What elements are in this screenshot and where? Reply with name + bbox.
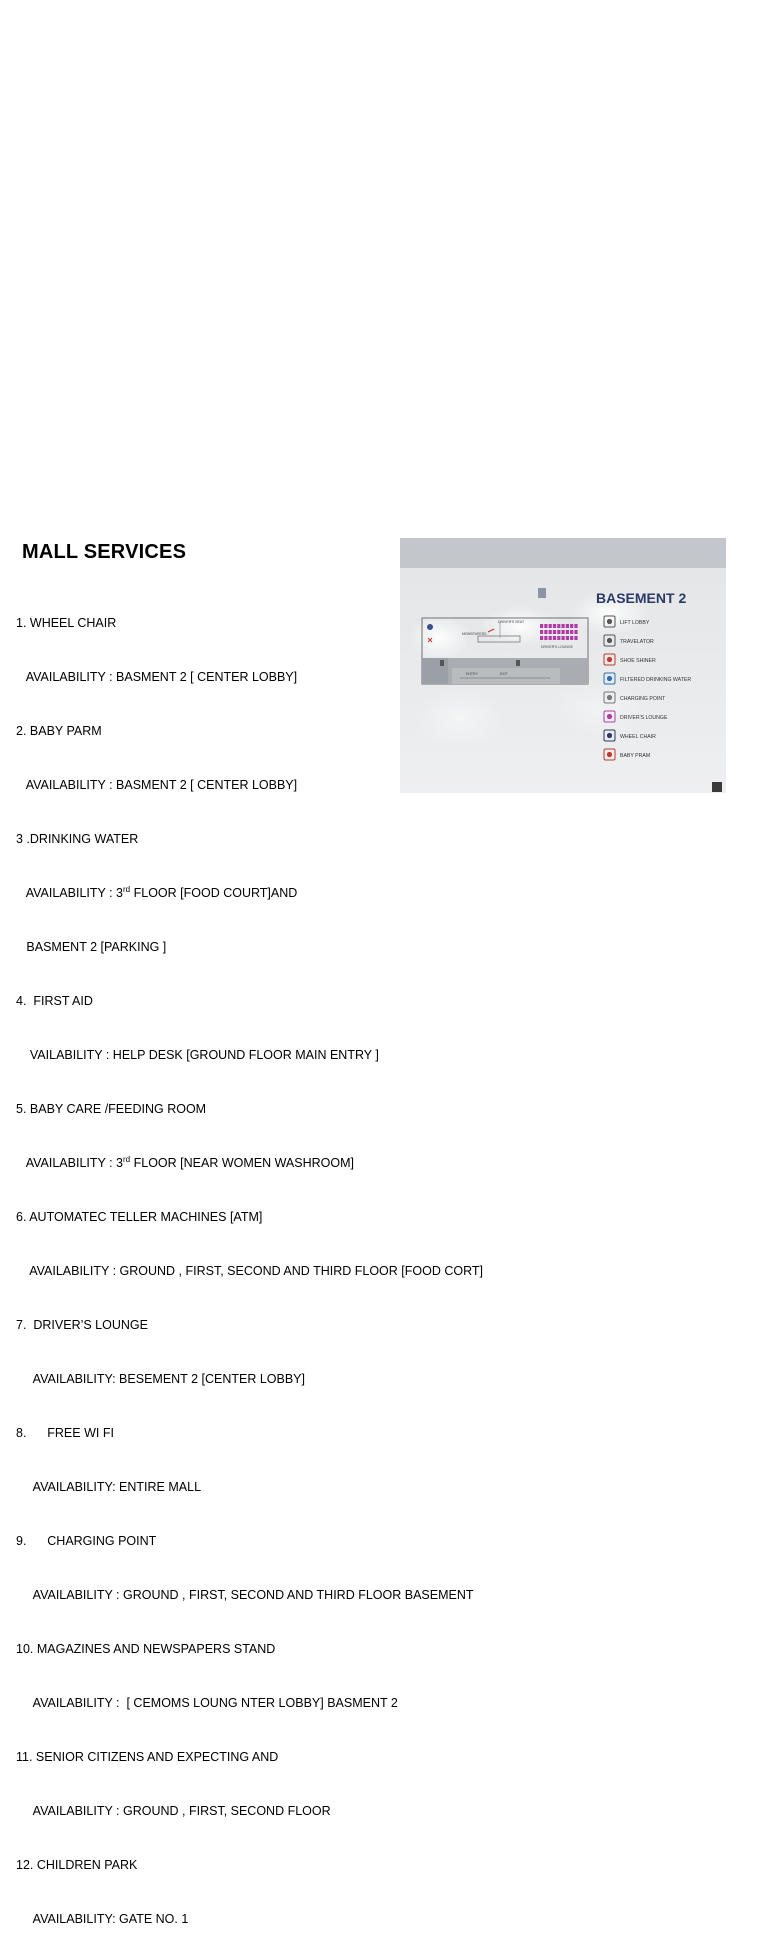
service-7-heading: 7. DRIVER’S LOUNGE (16, 1318, 148, 1332)
lounge-seat (570, 624, 573, 628)
service-8-heading: 8. FREE WI FI (16, 1426, 114, 1440)
service-12-availability: AVAILABILITY: GATE NO. 1 (16, 1912, 189, 1926)
lounge-seat (557, 624, 560, 628)
service-2-availability: AVAILABILITY : BASMENT 2 [ CENTER LOBBY] (16, 778, 298, 792)
legend-label: CHARGING POINT (620, 696, 666, 702)
service-5-availability: AVAILABILITY : 3rd FLOOR [NEAR WOMEN WASHROOM] (16, 1154, 354, 1170)
corner-mark (712, 782, 722, 792)
baby-pram-icon-glyph (607, 752, 612, 757)
lounge-seat (562, 636, 565, 640)
lounge-seat (574, 624, 577, 628)
svg-text:DRIVER'S SEAT: DRIVER'S SEAT (498, 620, 525, 624)
service-3-availability: AVAILABILITY : 3rd FLOOR [FOOD COURT]AND (16, 884, 298, 900)
lounge-icon-glyph (607, 714, 612, 719)
lounge-seat (557, 636, 560, 640)
lounge-seat (553, 624, 556, 628)
lounge-seat (570, 636, 573, 640)
wheelchair-icon-glyph (607, 733, 612, 738)
small-sign-icon (538, 588, 546, 598)
service-7-availability: AVAILABILITY: BESEMENT 2 [CENTER LOBBY] (16, 1372, 305, 1386)
svg-text:NEWSPAPERS: NEWSPAPERS (462, 632, 487, 636)
lounge-seat (549, 630, 552, 634)
service-6-availability: AVAILABILITY : GROUND , FIRST, SECOND AND THIRD FLOOR [FOOD CORT] (16, 1264, 483, 1278)
lounge-seat (562, 630, 565, 634)
svg-text:EXIT: EXIT (500, 672, 508, 676)
lounge-seat (540, 636, 543, 640)
svg-text:DRIVER'S LOUNGE: DRIVER'S LOUNGE (541, 645, 573, 649)
lounge-seat (553, 630, 556, 634)
lounge-seat (540, 630, 543, 634)
lounge-seat (557, 630, 560, 634)
lounge-seats (540, 624, 578, 640)
legend-label: FILTERED DRINKING WATER (620, 677, 692, 683)
shoe-shiner-icon-glyph (607, 657, 612, 662)
charging-icon-glyph (607, 695, 612, 700)
sign-title: BASEMENT 2 (596, 590, 687, 606)
legend-label: BABY PRAM (620, 753, 651, 759)
service-10-heading: 10. MAGAZINES AND NEWSPAPERS STAND (16, 1642, 276, 1656)
lounge-seat (566, 636, 569, 640)
glare-1 (410, 616, 470, 660)
lounge-seat (566, 624, 569, 628)
basement-map-photo (400, 538, 726, 793)
service-3-availability-2: BASMENT 2 [PARKING ] (16, 940, 167, 954)
service-9-availability: AVAILABILITY : GROUND , FIRST, SECOND AND THIRD FLOOR BASEMENT (16, 1588, 474, 1602)
lounge-seat (540, 624, 543, 628)
lounge-seat (544, 630, 547, 634)
service-12-heading: 12. CHILDREN PARK (16, 1858, 138, 1872)
service-11-availability: AVAILABILITY : GROUND , FIRST, SECOND FLOOR (16, 1804, 331, 1818)
lounge-seat (549, 624, 552, 628)
lounge-seat (570, 630, 573, 634)
service-3-heading: 3 .DRINKING WATER (16, 832, 139, 846)
service-11-heading: 11. SENIOR CITIZENS AND EXPECTING AND (16, 1750, 279, 1764)
legend-label: LIFT LOBBY (620, 620, 650, 626)
legend-label: TRAVELATOR (620, 639, 654, 645)
lounge-seat (553, 636, 556, 640)
page-title: MALL SERVICES (22, 541, 187, 563)
service-1-availability: AVAILABILITY : BASMENT 2 [ CENTER LOBBY] (16, 670, 298, 684)
lounge-seat (544, 624, 547, 628)
service-9-heading: 9. CHARGING POINT (16, 1534, 157, 1548)
service-4-heading: 4. FIRST AID (16, 994, 93, 1008)
service-6-heading: 6. AUTOMATEC TELLER MACHINES [ATM] (16, 1210, 263, 1224)
service-1-heading: 1. WHEEL CHAIR (16, 616, 117, 630)
travelator-icon-glyph (607, 638, 612, 643)
service-8-availability: AVAILABILITY: ENTIRE MALL (16, 1480, 202, 1494)
svg-text:ENTRY: ENTRY (466, 672, 478, 676)
lounge-seat (574, 636, 577, 640)
service-2-heading: 2. BABY PARM (16, 724, 102, 738)
legend-label: WHEEL CHAIR (620, 734, 656, 740)
legend-label: DRIVER'S LOUNGE (620, 715, 668, 721)
water-icon-glyph (607, 676, 612, 681)
lounge-seat (562, 624, 565, 628)
lounge-seat (544, 636, 547, 640)
service-10-availability: AVAILABILITY : [ CEMOMS LOUNG NTER LOBBY] BASMENT 2 (16, 1696, 398, 1710)
lift-icon-glyph (607, 619, 612, 624)
lounge-seat (574, 630, 577, 634)
lounge-seat (566, 630, 569, 634)
legend-label: SHOE SHINER (620, 658, 656, 664)
service-4-availability: VAILABILITY : HELP DESK [GROUND FLOOR MAIN ENTRY ] (16, 1048, 379, 1062)
lounge-seat (549, 636, 552, 640)
service-5-heading: 5. BABY CARE /FEEDING ROOM (16, 1102, 207, 1116)
